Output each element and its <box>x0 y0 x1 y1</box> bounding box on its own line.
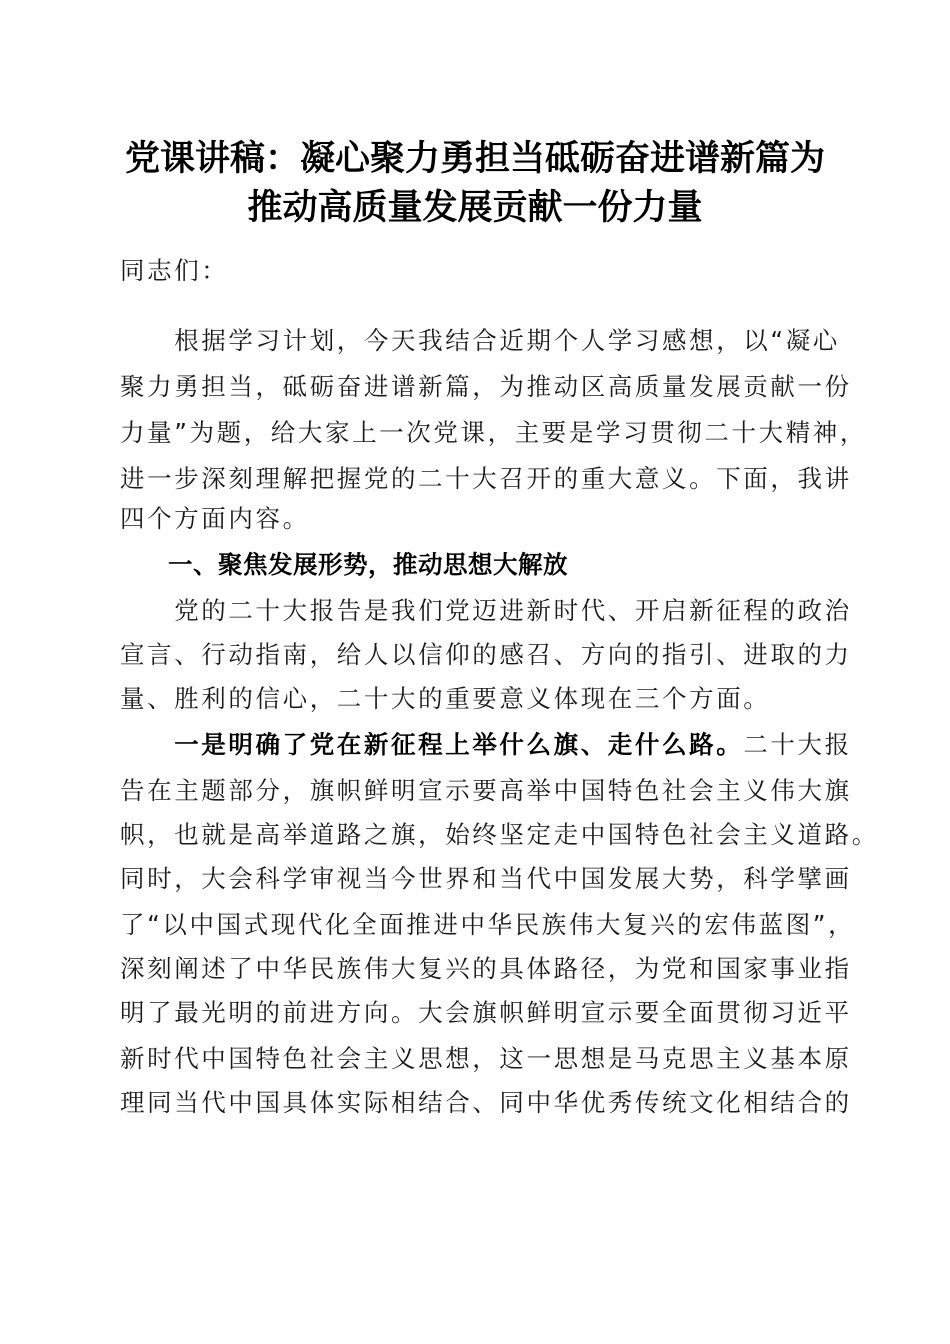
section-paragraph-line: 党的二十大报告是我们党迈进新时代、开启新征程的政治 <box>120 596 852 625</box>
intro-line: 四个方面内容。 <box>120 504 310 533</box>
point-line: 告在主题部分，旗帜鲜明宣示要高举中国特色社会主义伟大旗 <box>120 776 852 805</box>
section-paragraph-line: 量、胜利的信心，二十大的重要意义体现在三个方面。 <box>120 684 771 713</box>
point-line: 明了最光明的前进方向。大会旗帜鲜明宣示要全面贯彻习近平 <box>120 998 852 1027</box>
salutation: 同志们： <box>120 256 229 285</box>
point-line: 帜，也就是高举道路之旗，始终坚定走中国特色社会主义道路。 <box>120 820 879 849</box>
point-first-line <box>120 722 852 768</box>
point-line: 了“以中国式现代化全面推进中华民族伟大复兴的宏伟蓝图”， <box>120 910 856 939</box>
intro-line: 聚力勇担当，砥砺奋进谱新篇，为推动区高质量发展贡献一份 <box>120 372 852 401</box>
section-heading: 一、聚焦发展形势，推动思想大解放 <box>168 550 568 579</box>
intro-line: 根据学习计划，今天我结合近期个人学习感想，以“凝心 <box>120 326 840 355</box>
document-title-line-1: 党课讲稿：凝心聚力勇担当砥砺奋进谱新篇为 <box>124 138 825 179</box>
intro-line: 进一步深刻理解把握党的二十大召开的重大意义。下面，我讲 <box>120 464 852 493</box>
intro-line: 力量”为题，给大家上一次党课，主要是学习贯彻二十大精神， <box>120 418 867 447</box>
document-title-line-2: 推动高质量发展贡献一份力量 <box>247 187 703 228</box>
point-lead-bold: 一是明确了党在新征程上举什么旗、走什么路。 <box>120 730 744 759</box>
point-line: 理同当代中国具体实际相结合、同中华优秀传统文化相结合的 <box>120 1088 852 1117</box>
point-line: 同时，大会科学审视当今世界和当代中国发展大势，科学擘画 <box>120 864 852 893</box>
point-line: 新时代中国特色社会主义思想，这一思想是马克思主义基本原 <box>120 1044 852 1073</box>
point-line: 深刻阐述了中华民族伟大复兴的具体路径，为党和国家事业指 <box>120 954 852 983</box>
point-lead-rest: 二十大报 <box>743 730 852 759</box>
section-paragraph-line: 宣言、行动指南，给人以信仰的感召、方向的指引、进取的力 <box>120 640 852 669</box>
